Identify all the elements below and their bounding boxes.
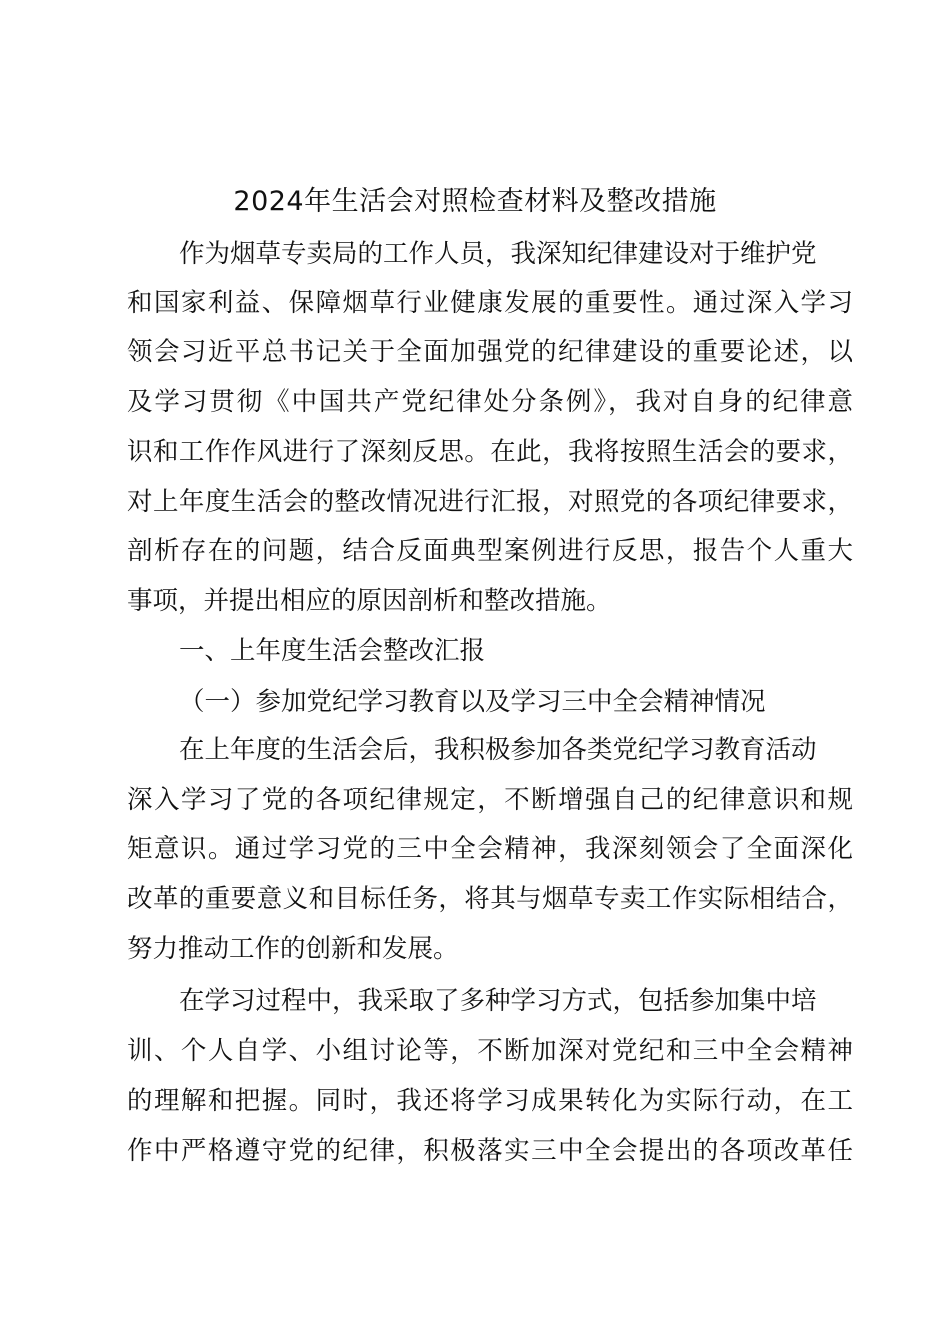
paragraph-2-line-5: 努力推动工作的创新和发展。	[127, 934, 459, 964]
paragraph-1-line-1: 作为烟草专卖局的工作人员，我深知纪律建设对于维护党	[179, 239, 817, 269]
paragraph-3-line-3: 的理解和把握。同时，我还将学习成果转化为实际行动，在工	[127, 1086, 853, 1116]
paragraph-2-line-2: 深入学习了党的各项纪律规定，不断增强自己的纪律意识和规	[127, 785, 853, 815]
paragraph-1-line-6: 对上年度生活会的整改情况进行汇报，对照党的各项纪律要求，	[127, 487, 853, 517]
paragraph-2-line-3: 矩意识。通过学习党的三中全会精神，我深刻领会了全面深化	[127, 834, 853, 864]
paragraph-1-line-3: 领会习近平总书记关于全面加强党的纪律建设的重要论述，以	[127, 337, 853, 367]
paragraph-3-line-4: 作中严格遵守党的纪律，积极落实三中全会提出的各项改革任	[127, 1136, 853, 1166]
paragraph-1-line-8: 事项，并提出相应的原因剖析和整改措施。	[127, 586, 612, 616]
paragraph-1-line-4: 及学习贯彻《中国共产党纪律处分条例》，我对自身的纪律意	[127, 387, 853, 417]
paragraph-3-line-2: 训、个人自学、小组讨论等，不断加深对党纪和三中全会精神	[127, 1036, 853, 1066]
paragraph-1-line-7: 剖析存在的问题，结合反面典型案例进行反思，报告个人重大	[127, 536, 853, 566]
paragraph-2-line-4: 改革的重要意义和目标任务，将其与烟草专卖工作实际相结合，	[127, 884, 853, 914]
document-title: 2024年生活会对照检查材料及整改措施	[233, 186, 717, 217]
paragraph-1-line-5: 识和工作作风进行了深刻反思。在此，我将按照生活会的要求，	[127, 437, 853, 467]
paragraph-1-line-2: 和国家利益、保障烟草行业健康发展的重要性。通过深入学习	[127, 288, 853, 318]
section-heading: 一、上年度生活会整改汇报	[179, 636, 486, 666]
paragraph-2-line-1: 在上年度的生活会后，我积极参加各类党纪学习教育活动	[179, 735, 817, 765]
paragraph-3-line-1: 在学习过程中，我采取了多种学习方式，包括参加集中培	[179, 986, 817, 1016]
subsection-heading: （一）参加党纪学习教育以及学习三中全会精神情况	[179, 687, 766, 717]
